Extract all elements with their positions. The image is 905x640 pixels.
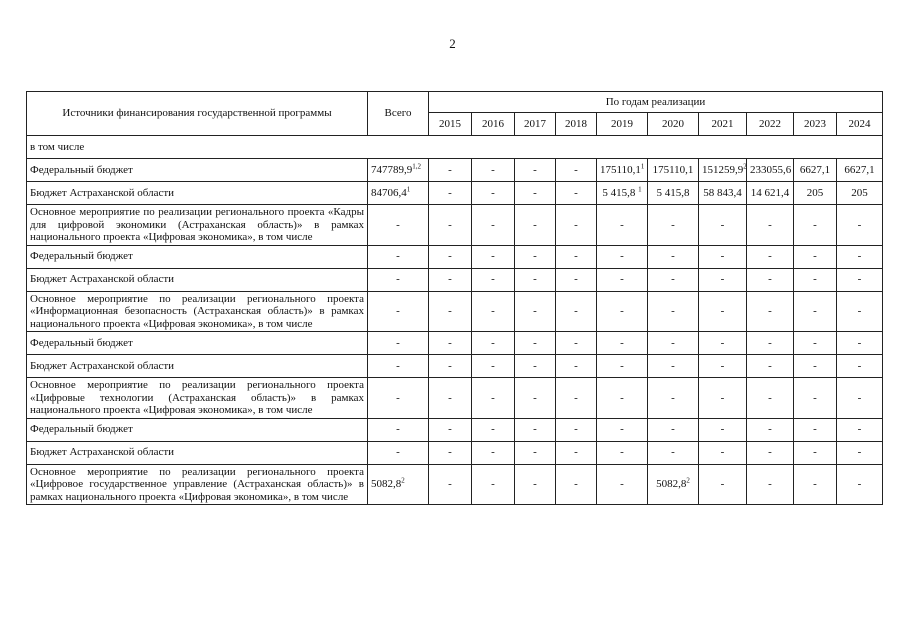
row-label: в том числе — [27, 136, 883, 159]
year-cell-2020: - — [648, 441, 699, 464]
year-cell-2016: - — [472, 268, 515, 291]
total-cell: - — [368, 291, 429, 332]
year-cell-2023: - — [794, 205, 837, 246]
year-cell-2022: - — [747, 245, 794, 268]
row-label: Бюджет Астраханской области — [27, 355, 368, 378]
year-cell-2020: 5 415,8 — [648, 182, 699, 205]
total-cell: - — [368, 245, 429, 268]
year-header-2015: 2015 — [429, 113, 472, 136]
year-cell-2018: - — [556, 159, 597, 182]
year-cell-2019: 175110,1$^1$ — [597, 159, 648, 182]
sources-header: Источники финансирования государственной программы — [27, 92, 368, 136]
year-cell-2023: 6627,1 — [794, 159, 837, 182]
row-label: Бюджет Астраханской области — [27, 441, 368, 464]
year-cell-2019: - — [597, 441, 648, 464]
year-cell-2020: - — [648, 205, 699, 246]
year-header-2023: 2023 — [794, 113, 837, 136]
year-cell-2017: - — [515, 245, 556, 268]
total-cell: 84706,4$^1$ — [368, 182, 429, 205]
row-label: Основное мероприятие по реализации регионального проекта «Цифровое государственное управление (Астраханская область)» в рамках национального проекта «Цифровая экономика», в том числе — [27, 464, 368, 505]
year-cell-2015: - — [429, 464, 472, 505]
year-cell-2024: - — [837, 245, 883, 268]
year-cell-2016: - — [472, 245, 515, 268]
year-cell-2016: - — [472, 378, 515, 419]
year-header-2017: 2017 — [515, 113, 556, 136]
year-cell-2023: - — [794, 378, 837, 419]
year-cell-2024: - — [837, 268, 883, 291]
table-row — [27, 464, 883, 505]
row-label: Основное мероприятие по реализации регионального проекта «Кадры для цифровой экономики (Астраханская область)» в рамках национального проекта «Цифровая экономика», в том числе — [27, 205, 368, 246]
year-cell-2019: - — [597, 418, 648, 441]
year-cell-2017: - — [515, 378, 556, 419]
year-cell-2015: - — [429, 441, 472, 464]
year-cell-2020: - — [648, 332, 699, 355]
year-cell-2024: - — [837, 378, 883, 419]
year-cell-2022: - — [747, 291, 794, 332]
total-cell: 747789,9$^{1,2}$ — [368, 159, 429, 182]
row-label: Федеральный бюджет — [27, 418, 368, 441]
year-cell-2019: - — [597, 205, 648, 246]
table-row — [27, 205, 883, 246]
year-cell-2023: - — [794, 418, 837, 441]
year-cell-2021: - — [699, 464, 747, 505]
year-cell-2017: - — [515, 205, 556, 246]
year-cell-2023: - — [794, 245, 837, 268]
year-cell-2018: - — [556, 268, 597, 291]
table-row — [27, 418, 883, 441]
year-cell-2020: - — [648, 418, 699, 441]
year-cell-2019: 5 415,8 $^1$ — [597, 182, 648, 205]
year-cell-2024: - — [837, 332, 883, 355]
year-cell-2021: - — [699, 355, 747, 378]
row-label: Бюджет Астраханской области — [27, 268, 368, 291]
year-cell-2018: - — [556, 291, 597, 332]
year-cell-2017: - — [515, 418, 556, 441]
total-cell: - — [368, 205, 429, 246]
year-cell-2019: - — [597, 355, 648, 378]
table-row — [27, 245, 883, 268]
year-cell-2024: - — [837, 441, 883, 464]
year-cell-2017: - — [515, 464, 556, 505]
year-cell-2021: - — [699, 291, 747, 332]
year-cell-2021: - — [699, 378, 747, 419]
year-cell-2015: - — [429, 355, 472, 378]
year-cell-2022: - — [747, 378, 794, 419]
year-cell-2020: - — [648, 355, 699, 378]
table-row — [27, 355, 883, 378]
table-row — [27, 378, 883, 419]
year-cell-2023: - — [794, 355, 837, 378]
year-cell-2015: - — [429, 245, 472, 268]
year-cell-2022: - — [747, 332, 794, 355]
year-cell-2020: - — [648, 291, 699, 332]
year-cell-2022: - — [747, 441, 794, 464]
year-cell-2018: - — [556, 441, 597, 464]
year-header-2019: 2019 — [597, 113, 648, 136]
year-header-2022: 2022 — [747, 113, 794, 136]
total-cell: - — [368, 268, 429, 291]
year-cell-2024: - — [837, 355, 883, 378]
year-cell-2020: 175110,1 — [648, 159, 699, 182]
year-cell-2024: - — [837, 291, 883, 332]
year-cell-2024: 205 — [837, 182, 883, 205]
year-cell-2019: - — [597, 291, 648, 332]
year-cell-2023: - — [794, 464, 837, 505]
year-cell-2018: - — [556, 245, 597, 268]
year-cell-2015: - — [429, 159, 472, 182]
year-cell-2023: - — [794, 332, 837, 355]
total-header: Всего — [368, 92, 429, 136]
year-cell-2016: - — [472, 159, 515, 182]
year-cell-2021: - — [699, 205, 747, 246]
year-cell-2022: - — [747, 418, 794, 441]
year-cell-2015: - — [429, 182, 472, 205]
year-cell-2017: - — [515, 182, 556, 205]
total-cell: - — [368, 355, 429, 378]
year-cell-2015: - — [429, 268, 472, 291]
year-cell-2021: 58 843,4 — [699, 182, 747, 205]
year-cell-2015: - — [429, 418, 472, 441]
year-cell-2024: 6627,1 — [837, 159, 883, 182]
row-label: Федеральный бюджет — [27, 245, 368, 268]
year-cell-2021: - — [699, 245, 747, 268]
year-cell-2017: - — [515, 332, 556, 355]
year-cell-2016: - — [472, 418, 515, 441]
year-cell-2020: - — [648, 245, 699, 268]
year-cell-2017: - — [515, 268, 556, 291]
year-header-2020: 2020 — [648, 113, 699, 136]
year-cell-2019: - — [597, 332, 648, 355]
year-cell-2016: - — [472, 441, 515, 464]
year-cell-2018: - — [556, 418, 597, 441]
year-cell-2016: - — [472, 332, 515, 355]
year-cell-2016: - — [472, 464, 515, 505]
year-cell-2022: - — [747, 205, 794, 246]
year-cell-2018: - — [556, 355, 597, 378]
year-cell-2022: 14 621,4 — [747, 182, 794, 205]
year-cell-2015: - — [429, 291, 472, 332]
year-cell-2022: 233055,6 — [747, 159, 794, 182]
year-cell-2019: - — [597, 268, 648, 291]
row-label: Основное мероприятие по реализации регионального проекта «Цифровые технологии (Астраханская область)» в рамках национального проекта «Цифровая экономика», в том числе — [27, 378, 368, 419]
year-cell-2022: - — [747, 464, 794, 505]
years-group-header: По годам реализации — [429, 92, 883, 113]
total-cell: 5082,8$^2$ — [368, 464, 429, 505]
year-cell-2020: 5082,8$^2$ — [648, 464, 699, 505]
year-cell-2024: - — [837, 464, 883, 505]
year-cell-2023: - — [794, 441, 837, 464]
year-header-2021: 2021 — [699, 113, 747, 136]
year-cell-2018: - — [556, 205, 597, 246]
year-cell-2018: - — [556, 332, 597, 355]
table-row — [27, 268, 883, 291]
table-row — [27, 441, 883, 464]
table-row — [27, 136, 883, 159]
year-cell-2016: - — [472, 355, 515, 378]
year-cell-2024: - — [837, 418, 883, 441]
year-header-2016: 2016 — [472, 113, 515, 136]
year-cell-2015: - — [429, 205, 472, 246]
financing-table — [26, 91, 883, 505]
year-cell-2022: - — [747, 355, 794, 378]
row-label: Основное мероприятие по реализации регионального проекта «Информационная безопасность (Астраханская область)» в рамках национального проекта «Цифровая экономика», в том числе — [27, 291, 368, 332]
total-cell: - — [368, 332, 429, 355]
table-row — [27, 182, 883, 205]
page-number: 2 — [449, 36, 456, 51]
year-cell-2017: - — [515, 291, 556, 332]
year-header-2024: 2024 — [837, 113, 883, 136]
year-cell-2020: - — [648, 268, 699, 291]
year-cell-2021: 151259,9$^2$ — [699, 159, 747, 182]
year-cell-2017: - — [515, 355, 556, 378]
year-cell-2023: - — [794, 268, 837, 291]
table-row — [27, 332, 883, 355]
total-cell: - — [368, 441, 429, 464]
year-cell-2022: - — [747, 268, 794, 291]
year-cell-2018: - — [556, 182, 597, 205]
year-cell-2019: - — [597, 245, 648, 268]
year-cell-2016: - — [472, 205, 515, 246]
year-cell-2016: - — [472, 291, 515, 332]
year-cell-2021: - — [699, 332, 747, 355]
year-cell-2023: 205 — [794, 182, 837, 205]
total-cell: - — [368, 378, 429, 419]
year-header-2018: 2018 — [556, 113, 597, 136]
year-cell-2018: - — [556, 464, 597, 505]
year-cell-2021: - — [699, 418, 747, 441]
row-label: Федеральный бюджет — [27, 159, 368, 182]
year-cell-2020: - — [648, 378, 699, 419]
row-label: Бюджет Астраханской области — [27, 182, 368, 205]
year-cell-2019: - — [597, 464, 648, 505]
year-cell-2019: - — [597, 378, 648, 419]
table-row — [27, 159, 883, 182]
total-cell: - — [368, 418, 429, 441]
year-cell-2023: - — [794, 291, 837, 332]
table-row — [27, 291, 883, 332]
year-cell-2015: - — [429, 332, 472, 355]
year-cell-2018: - — [556, 378, 597, 419]
year-cell-2015: - — [429, 378, 472, 419]
year-cell-2016: - — [472, 182, 515, 205]
year-cell-2021: - — [699, 268, 747, 291]
year-cell-2017: - — [515, 159, 556, 182]
year-cell-2017: - — [515, 441, 556, 464]
year-cell-2024: - — [837, 205, 883, 246]
year-cell-2021: - — [699, 441, 747, 464]
row-label: Федеральный бюджет — [27, 332, 368, 355]
